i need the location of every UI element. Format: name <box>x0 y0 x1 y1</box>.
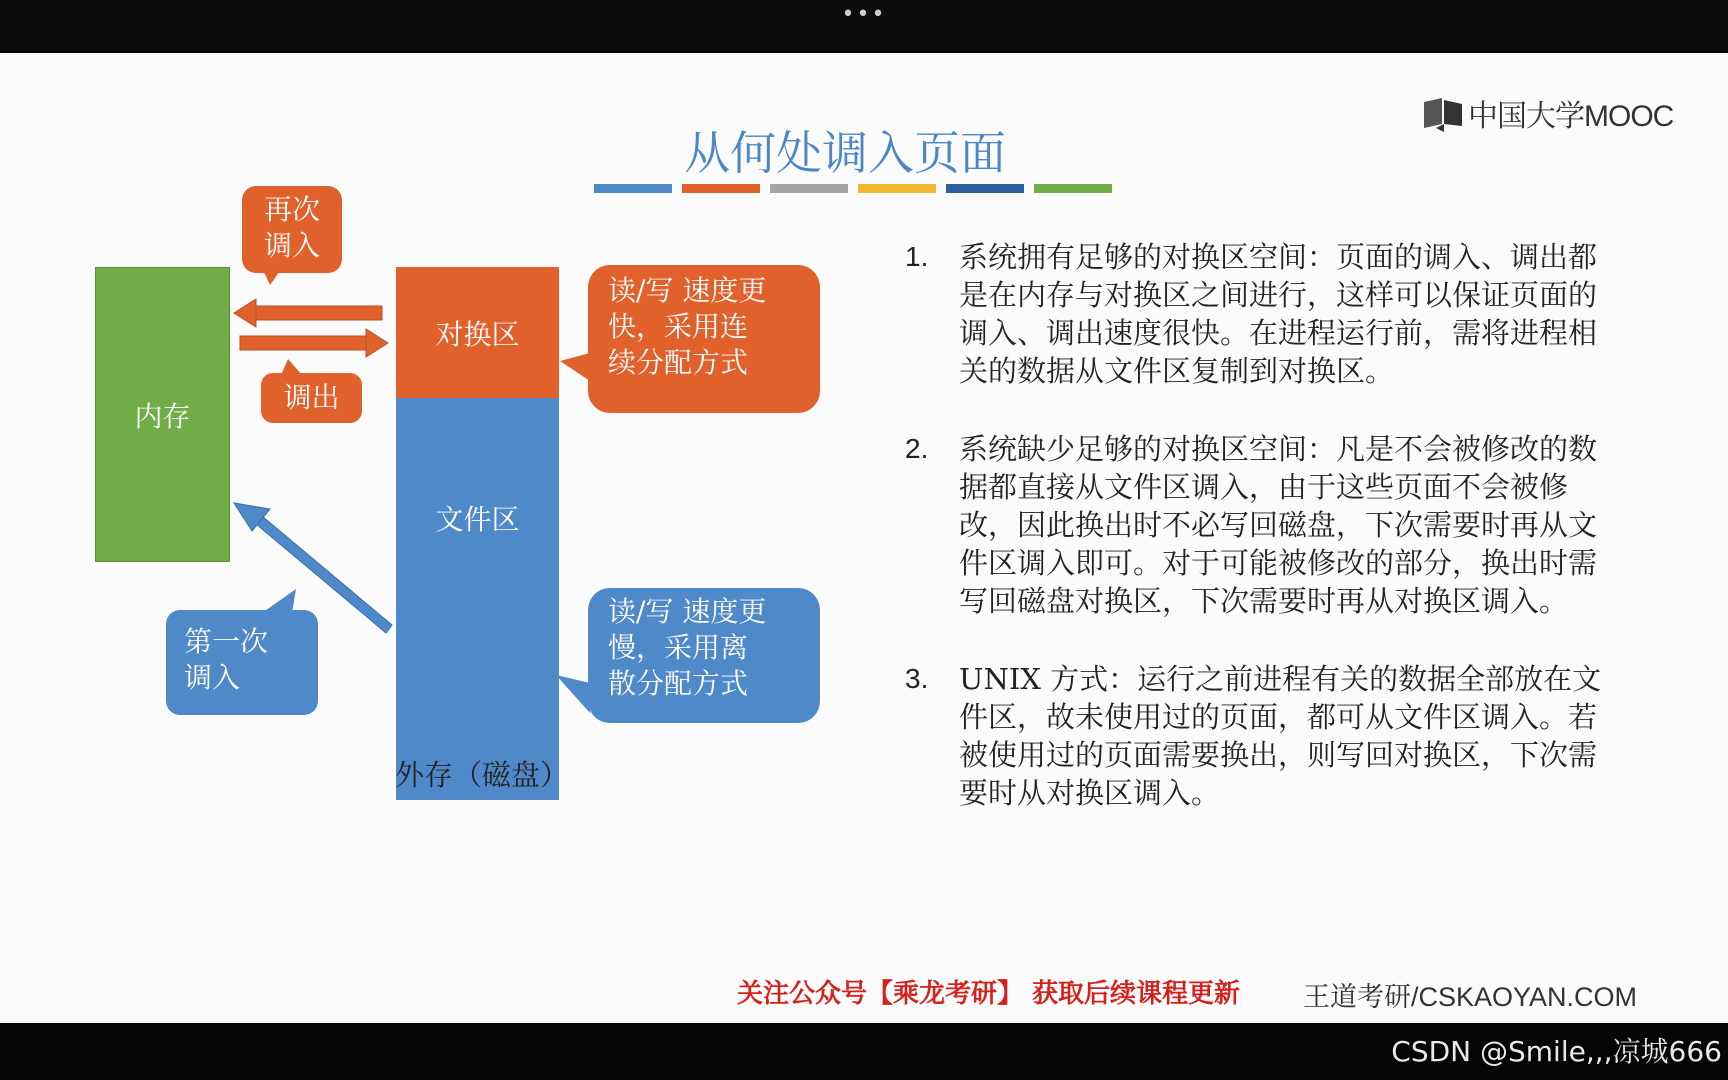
item-text: 系统拥有足够的对换区空间：页面的调入、调出都是在内存与对换区之间进行，这样可以保证页面的调入、调出速度很快。在进程运行前，需将进程相关的数据从文件区复制到对换区。 <box>959 240 1598 388</box>
callout-line: 读/写 速度更 <box>608 274 767 307</box>
csdn-watermark: CSDN @Smile,,,凉城666 <box>1391 1035 1722 1068</box>
callout-line: 散分配方式 <box>608 667 749 700</box>
item-text: 系统缺少足够的对换区空间：凡是不会被修改的数据都直接从文件区调入，由于这些页面不会被修改，因此换出时不必写回磁盘，下次需要时再从文件区调入即可。对于可能被修改的部分，换出时需写回磁盘对换区，下次需要时再从对换区调入。 <box>959 432 1598 618</box>
mooc-logo-text: 中国大学MOOC <box>1468 100 1674 133</box>
callout-tail <box>560 353 590 381</box>
item-text: UNIX 方式：运行之前进程有关的数据全部放在文件区，故未使用过的页面，都可从文件区调入。若被使用过的页面需要换出，则写回对换区，下次需要时从对换区调入。 <box>959 662 1602 810</box>
arrow-swap-to-memory <box>234 299 382 327</box>
footer-promo: 关注公众号【乘龙考研】 获取后续课程更新 <box>737 979 1241 1009</box>
memory-block: 内存 <box>95 267 230 562</box>
slide-title: 从何处调入页面 <box>684 126 1006 180</box>
callout-reload <box>242 186 342 273</box>
player-top-bar <box>0 0 1728 53</box>
callout-file-speed <box>588 588 820 723</box>
callout-line: 快，采用连 <box>608 310 749 343</box>
footer-site-link[interactable]: 王道考研/CSKAOYAN.COM <box>1303 982 1638 1012</box>
swap-area-block: 对换区 <box>396 267 559 398</box>
callout-line: 第一次 <box>184 625 269 658</box>
callout-line: 读/写 速度更 <box>608 595 767 628</box>
callout-line: 再次 <box>263 193 320 226</box>
item-number: 3. <box>905 663 929 694</box>
callout-line: 慢，采用离 <box>608 631 749 664</box>
callout-line: 调入 <box>263 229 320 262</box>
callout-swap-out: 调出 <box>261 373 362 423</box>
points-list <box>905 238 1625 852</box>
list-item <box>905 238 1625 390</box>
lecture-slide <box>0 53 1728 1023</box>
item-number: 2. <box>905 433 929 464</box>
list-item <box>905 660 1625 812</box>
title-bar <box>1034 184 1112 193</box>
callout-line: 续分配方式 <box>608 346 749 379</box>
callout-tail <box>556 675 590 713</box>
more-options-icon[interactable]: ••• <box>841 2 887 27</box>
title-bar <box>946 184 1024 193</box>
list-item <box>905 430 1625 620</box>
file-area-block: 文件区 <box>396 398 559 800</box>
external-storage-label: 外存（磁盘） <box>395 758 570 792</box>
callout-swap-speed <box>588 265 820 413</box>
callout-first-load <box>166 610 318 715</box>
item-number: 1. <box>905 241 929 272</box>
callout-line: 调入 <box>184 661 241 694</box>
arrow-memory-to-swap <box>240 329 388 357</box>
